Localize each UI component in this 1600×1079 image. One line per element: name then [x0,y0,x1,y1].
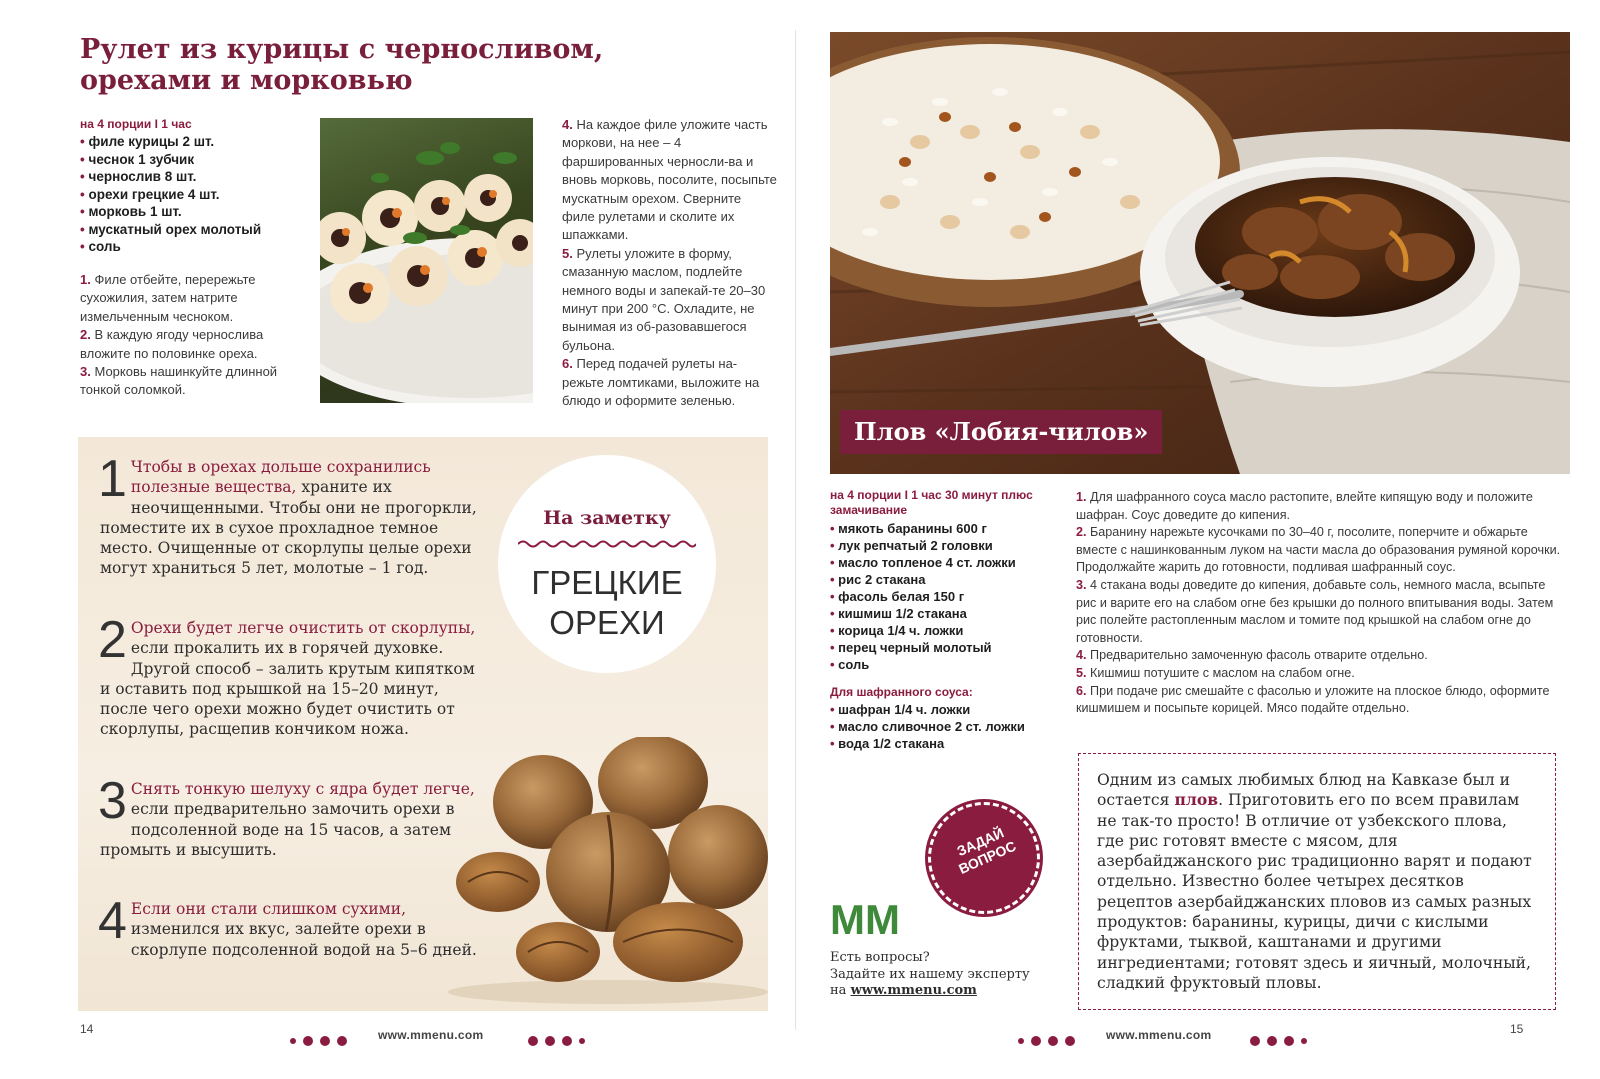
page-spine [795,30,796,1030]
badge-label: На заметку [543,507,671,529]
ask-caption-line [830,983,1060,1000]
step-number: 4. [562,117,573,132]
ingredient-item: • масло сливочное 2 ст. ложки [830,718,1050,735]
chicken-roll-photo [320,118,533,403]
footer-dots-right [1250,1030,1314,1042]
ingredient-item: • вода 1/2 стакана [830,735,1050,752]
walnuts-image [408,737,768,1007]
recipe-meta: на 4 порции I 1 час 30 минут плюс замачивание [830,488,1033,517]
tip-highlight: Чтобы в орехах дольше сохранились полезные вещества, [130,458,431,497]
footer-dots-left [290,1030,354,1042]
sauce-ingredient-list [830,701,1050,752]
tip-highlight: Если они стали слишком сухими, [130,900,407,918]
step-number: 4. [1076,648,1087,663]
info-text: Одним из самых любимых блюд на Кавказе был и остается [1097,771,1510,810]
tip-number: 3 [98,772,127,830]
step-text: Рулеты уложите в форму, смазанную маслом, подлейте немного воды и запекай-те 20–30 минут при 200 °С. Охладите, не вынимая из об-разовавшегося бульона. [562,245,766,353]
step-text: На каждое филе уложите часть моркови, на нее – 4 фаршированных черносли-ва и вновь морковь, посолите, посыпьте мускатным орехом. Сверните филе рулетами и сколите их шпажками. [562,117,777,243]
plov-photo [830,32,1570,474]
sauce-label: Для шафранного соуса: [830,685,973,699]
ask-caption [830,950,1060,1000]
recipe-step [1076,647,1566,665]
info-text: . Приготовить его по всем правилам не так-то просто! В отличие от узбекского плова, где рис готовят вместе с мясом, для азербайджанского рис традиционно варят и подают отдельно. Известно более четырех десятков рецептов азербайджанских пловов из самых разных продуктов: баранины, курицы, дичи с кислыми фруктами, тыквой, каштанами и другими ингредиентами; готовят здесь и яичный, молочный, сладкий фруктовый пловы. [1097,791,1532,992]
step-number: 2. [1076,525,1087,540]
tip-number: 4 [98,892,127,950]
step-number: 6. [562,356,573,372]
footer-dots-left [1018,1030,1082,1042]
mm-logo-icon [830,900,910,938]
ingredient-item: • рис 2 стакана [830,571,1050,588]
step-number: 6. [1076,683,1087,698]
recipe-step [80,326,295,363]
recipe-title: Рулет из курицы с черносливом, орехами и морковью [80,34,604,96]
wave-divider-icon [518,539,696,549]
tip-highlight: Орехи будет легче очистить от скорлупы, [130,619,476,637]
logo-letter: ММ [830,900,900,938]
tip-text: если прокалить их в горячей духовке. Другой способ – залить крутым кипятком и оставить под крышкой на 15–20 минут, после чего орехи можно будет очистить от скорлупы, расщепив кончиком ножа. [100,639,475,739]
step-number: 1. [1076,490,1087,504]
recipe-step [562,116,777,245]
footer-url: www.mmenu.com [1106,1028,1212,1042]
step-number: 1. [80,272,91,287]
badge-title: ГРЕЦКИЕ ОРЕХИ [531,564,683,641]
ingredient-item: • соль [80,238,310,256]
ingredient-item: • фасоль белая 150 г [830,588,1050,605]
ingredient-item: • чернослив 8 шт. [80,168,310,186]
footer-url: www.mmenu.com [378,1028,484,1042]
step-number: 2. [80,327,91,343]
tip-text: храните их неочищенными. Чтобы они не прогоркли, поместите их в сухое прохладное темное место. Очищенные от скорлупы целые орехи могут храниться 5 лет, молотые – 1 год. [100,478,477,578]
walnuts-badge [498,455,716,673]
step-text: Кишмиш потушите с маслом на слабом огне. [1090,665,1355,680]
ingredient-item: • соль [830,656,1050,673]
step-text: Предварительно замоченную фасоль отварите отдельно. [1090,648,1428,663]
step-number: 5. [1076,665,1087,680]
info-bold-word: плов [1174,790,1219,810]
recipe-steps [80,271,295,400]
tip-text: если предварительно замочить орехи в подсоленной воде на 15 часов, а затем промыть и высушить. [100,800,455,859]
ingredient-item: • масло топленое 4 ст. ложки [830,554,1050,571]
recipe-step [1076,665,1566,683]
step-text: В каждую ягоду чернослива вложите по половинке ореха. [80,327,264,361]
ask-caption-prefix: на [830,983,847,998]
tip-number: 2 [98,611,127,669]
ingredient-item: • орехи грецкие 4 шт. [80,186,310,204]
recipe-step [80,271,295,326]
tip-text: изменился их вкус, залейте орехи в скорлупе подсоленной водой на 5–6 дней. [130,920,477,959]
ingredient-item: • шафран 1/4 ч. ложки [830,701,1050,718]
ingredient-item: • мякоть баранины 600 г [830,520,1050,537]
recipe-step [562,245,777,355]
tip-highlight: Снять тонкую шелуху с ядра будет легче, [130,780,475,798]
ask-question-label: ЗАДАЙ ВОПРОС [954,824,1019,877]
ingredient-item: • корица 1/4 ч. ложки [830,622,1050,639]
ingredient-item: • кишмиш 1/2 стакана [830,605,1050,622]
recipe-step [1076,683,1566,718]
step-text: Перед подачей рулеты на-режьте ломтиками, выложите на блюдо и оформите зеленью. [562,356,760,409]
recipe-steps-continued [562,116,777,411]
tip-number: 1 [98,450,127,508]
tip-item [98,611,480,740]
ingredient-item: • перец черный молотый [830,639,1050,656]
recipe-step [1076,577,1566,647]
ingredient-item: • чеснок 1 зубчик [80,151,310,169]
footer-dots-right [528,1030,592,1042]
recipe-step [1076,524,1566,577]
step-text: Филе отбейте, перережьте сухожилия, затем натрите измельченным чесноком. [80,272,256,324]
ingredient-list [80,133,310,256]
step-number: 3. [1076,577,1087,592]
ingredient-item: • мускатный орех молотый [80,221,310,239]
ask-question-badge[interactable] [928,802,1040,914]
ingredient-item: • лук репчатый 2 головки [830,537,1050,554]
ingredient-item: • морковь 1 шт. [80,203,310,221]
ingredient-item: • филе курицы 2 шт. [80,133,310,151]
step-number: 3. [80,364,91,380]
plov-info-box [1078,753,1556,1010]
tip-item [98,450,480,579]
step-text: 4 стакана воды доведите до кипения, добавьте соль, немного масла, всыпьте рис и варите его на слабом огне без крышки до полного впитывания воды. Затем рис полейте растопленным маслом и томите под крышкой на слабом огне до готовности. [1076,577,1554,645]
recipe-step [1076,489,1566,524]
tips-box [78,437,768,1011]
recipe-step [80,363,295,400]
ingredient-list [830,520,1050,673]
ask-caption-line: Задайте их нашему эксперту [830,966,1030,982]
recipe-step [562,355,777,410]
recipe-title: Плов «Лобия-чилов» [840,410,1162,454]
step-text: При подаче рис смешайте с фасолью и уложите на плоское блюдо, оформите кишмишем и посыпьте корицей. Мясо подайте отдельно. [1076,683,1550,716]
recipe-meta: на 4 порции I 1 час [80,117,192,131]
ask-caption-line: Есть вопросы? [830,950,930,965]
recipe-steps [1076,489,1566,718]
step-number: 5. [562,245,573,261]
step-text: Баранину нарежьте кусочками по 30–40 г, посолите, поперчите и обжарьте вместе с нашинкованным луком на части масла до образования румяной корочки. Продолжайте жарить до готовности, подливая шафранный соус. [1076,525,1561,575]
expert-link[interactable]: www.mmenu.com [850,983,977,998]
page-number: 14 [80,1022,94,1036]
page-number: 15 [1510,1022,1524,1036]
step-text: Для шафранного соуса масло растопите, влейте кипящую воду и положите шафран. Соус доведите до кипения. [1076,490,1533,522]
step-text: Морковь нашинкуйте длинной тонкой соломкой. [80,364,278,398]
